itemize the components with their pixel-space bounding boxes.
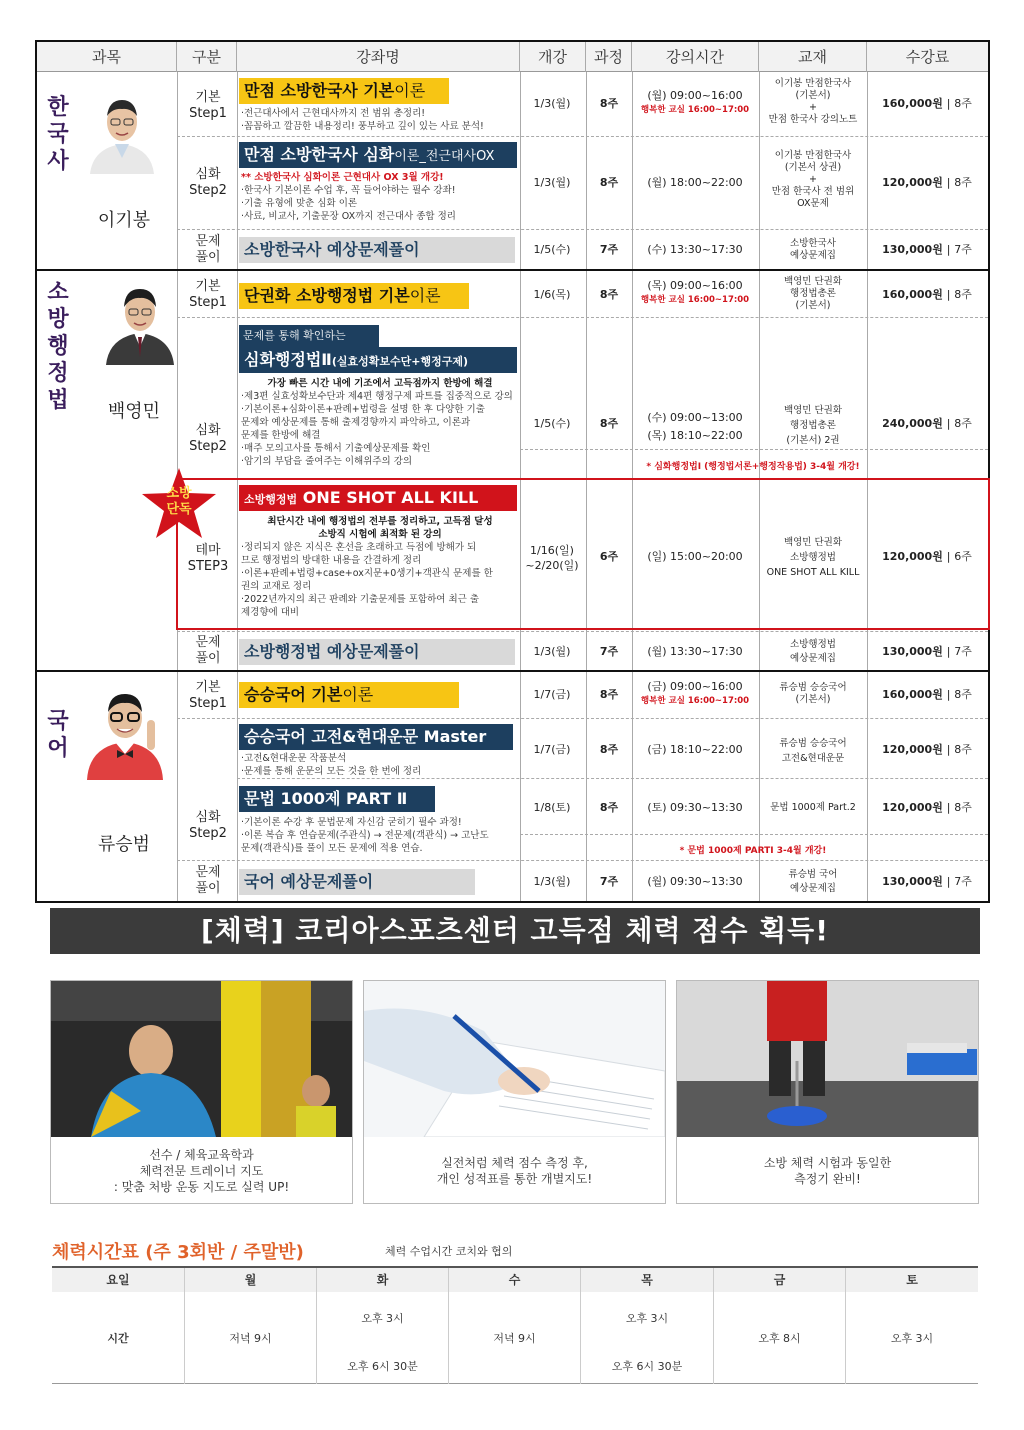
lecture-time: (금) 18:10~22:00: [647, 743, 743, 756]
time-slot: 오후 8시: [758, 1332, 801, 1345]
lecture-time: (금) 09:00~16:00 행복한 교실 16:00~17:00: [640, 680, 750, 706]
weeks: 7주: [599, 645, 619, 658]
header-start: 개강: [520, 42, 586, 72]
textbook: 문법 1000제 Part.2: [770, 802, 856, 813]
teacher-photo: [103, 277, 177, 365]
equipment-photo: [677, 981, 978, 1137]
day-label: 토: [846, 1268, 978, 1292]
course-kind: 심화 Step2: [189, 167, 227, 198]
schedule-title: 체력시간표 (주 3회반 / 주말반): [52, 1242, 304, 1263]
header-subject: 과목: [37, 42, 177, 72]
course-title: 소방행정법 ONE SHOT ALL KILL: [239, 485, 517, 511]
teacher-photo: [81, 680, 169, 780]
start-date: 1/5(수): [533, 417, 571, 430]
start-date: 1/8(토): [533, 801, 571, 814]
course-title: 심화행정법Ⅱ(실효성확보수단+행정구제): [239, 347, 517, 373]
weeks: 8주: [599, 288, 619, 301]
course-kind: 기본 Step1: [189, 90, 227, 121]
section-fire-admin-law: [37, 271, 988, 672]
course-desc: ** 소방한국사 심화이론 근현대사 OX 3월 개강! ·한국사 기본이론 수업 후, 꼭 들어야하는 필수 강좌! ·기출 유형에 맞춘 심화 이론 ·사료, 비교사, 기출문장 OX까지 전근대사 종합 정리: [241, 172, 456, 222]
textbook: 류승범 승승국어 (기본서): [779, 682, 847, 705]
fee: 130,000원 | 7주: [882, 645, 972, 658]
course-table: [35, 40, 990, 903]
weeks: 7주: [599, 243, 619, 256]
course-kind: 기본 Step1: [189, 680, 227, 711]
trainer-photo: [51, 981, 352, 1137]
textbook: 류승범 승승국어 고전&현대운문: [779, 738, 847, 764]
day-label: 월: [185, 1268, 316, 1292]
fee: 160,000원 | 8주: [882, 97, 972, 110]
teacher-photo: [85, 86, 159, 174]
course-desc: ·고전&현대운문 작품분석 ·문제를 통해 운문의 모든 것을 한 번에 정리: [241, 753, 422, 777]
lecture-time: (수) 09:00~13:00 (목) 18:10~22:00: [647, 411, 743, 442]
fee: 160,000원 | 8주: [882, 288, 972, 301]
time-slot: 오후 3시: [890, 1332, 934, 1345]
course-kind: 기본 Step1: [189, 279, 227, 310]
lecture-time: (토) 09:30~13:30: [647, 801, 743, 814]
fitness-banner: [체력] 코리아스포츠센터 고득점 체력 점수 획득!: [50, 908, 980, 954]
subject-name: 한 국 사: [47, 95, 69, 174]
weeks: 8주: [599, 801, 619, 814]
table-header: [37, 42, 988, 72]
photo-card-equipment: [676, 980, 979, 1204]
textbook: 백영민 단권화 행정법총론 (기본서) 2권: [783, 405, 843, 446]
time-slot: 오후 3시: [625, 1312, 669, 1325]
course-title: 국어 예상문제풀이: [239, 869, 475, 895]
course-desc: 최단시간 내에 행정법의 전부를 정리하고, 고득점 달성 소방직 시험에 최적화 된 강의 ·정리되지 않은 지식은 혼선을 초래하고 득점에 방해가 되 므로 행정법의 방대한 내용을 간결하게 정리 ·이론+판례+법령+case+ox지문+0생기+객관식 문제를 한 권의 교재로 정리 ·2022년까지의 최근 판례와 기출문제를 포함하여 최근 출 제경향에 대비: [241, 516, 493, 618]
time-slot: 오후 6시 30분: [611, 1360, 683, 1373]
schedule-row-label: 시간: [107, 1332, 129, 1345]
weeks: 8주: [599, 417, 619, 430]
lecture-time: (수) 13:30~17:30: [647, 243, 743, 256]
weeks: 7주: [599, 875, 619, 888]
photo-caption: 소방 체력 시험과 동일한 측정기 완비!: [763, 1156, 892, 1186]
textbook: 소방행정법 예상문제집: [790, 639, 836, 664]
weeks: 8주: [599, 743, 619, 756]
start-date: 1/7(금): [533, 743, 571, 756]
schedule-col-wed: [449, 1268, 581, 1384]
course-kind: 심화 Step2: [189, 423, 227, 454]
schedule-table: [52, 1266, 978, 1384]
textbook: 이기봉 만점한국사 (기본서 상권) + 만점 한국사 전 범위 OX문제: [771, 150, 855, 209]
fee: 120,000원 | 8주: [882, 176, 972, 189]
course-title: 소방한국사 예상문제풀이: [239, 237, 515, 263]
star-badge-label: 소방 단독: [166, 486, 192, 517]
time-slot: 저녁 9시: [229, 1332, 272, 1345]
textbook: 이기봉 만점한국사 (기본서) + 만점 한국사 강의노트: [768, 78, 858, 125]
fee: 240,000원 | 8주: [882, 417, 972, 430]
course-title: 승승국어 기본이론: [239, 682, 459, 708]
fee: 120,000원 | 8주: [882, 801, 972, 814]
schedule-col-fri: [714, 1268, 846, 1384]
textbook: 백영민 단권화 행정법총론 (기본서): [783, 276, 843, 311]
lecture-time: (일) 15:00~20:00: [647, 550, 743, 563]
day-label: 목: [581, 1268, 713, 1292]
teacher-name: 이기봉: [97, 210, 151, 231]
fee: 130,000원 | 7주: [882, 243, 972, 256]
weeks: 8주: [599, 97, 619, 110]
course-kind: 문제 풀이: [195, 865, 221, 896]
course-title: 만점 소방한국사 기본이론: [239, 78, 449, 104]
header-type: 구분: [177, 42, 237, 72]
time-slot: 오후 6시 30분: [347, 1360, 418, 1373]
schedule-col-thu: [581, 1268, 714, 1384]
course-kind: 심화 Step2: [189, 810, 227, 841]
fee: 130,000원 | 7주: [882, 875, 972, 888]
schedule-col-sat: [846, 1268, 978, 1384]
course-kind: 테마 STEP3: [187, 543, 229, 574]
lecture-time: (월) 09:30~13:30: [647, 875, 743, 888]
course-note: * 문법 1000제 PARTⅠ 3-4월 개강!: [679, 846, 827, 856]
fee: 160,000원 | 8주: [882, 688, 972, 701]
photo-caption: 실전처럼 체력 점수 측정 후, 개인 성적표를 통한 개별지도!: [436, 1156, 593, 1186]
schedule-head-label: 요일: [52, 1268, 184, 1292]
day-label: 화: [317, 1268, 448, 1292]
textbook: 소방한국사 예상문제집: [790, 238, 836, 261]
course-kind: 문제 풀이: [195, 635, 221, 666]
schedule-subtitle: 체력 수업시간 코치와 협의: [385, 1245, 513, 1258]
header-course: 강좌명: [237, 42, 520, 72]
photo-card-measure: [363, 980, 666, 1204]
subject-name: 국 어: [47, 709, 69, 761]
start-date: 1/6(목): [533, 288, 571, 301]
course-title: 단권화 소방행정법 기본이론: [239, 283, 469, 309]
time-slot: 오후 3시: [361, 1312, 404, 1325]
lecture-time: (월) 18:00~22:00: [647, 176, 743, 189]
schedule-label-col: [52, 1268, 185, 1384]
schedule-col-mon: [185, 1268, 317, 1384]
photo-caption: 선수 / 체육교육학과 체력전문 트레이너 지도 : 맞춤 처방 운동 지도로 실력 UP!: [113, 1148, 290, 1194]
lecture-time: (월) 13:30~17:30: [647, 645, 743, 658]
course-note: * 심화행정법Ⅰ (행정법서론+행정작용법) 3-4월 개강!: [646, 462, 860, 472]
teacher-name: 백영민: [107, 401, 161, 422]
header-book: 교재: [759, 42, 867, 72]
start-date: 1/7(금): [533, 688, 571, 701]
subject-name: 소 방 행 정 법: [47, 280, 69, 413]
header-time: 강의시간: [632, 42, 759, 72]
fee: 120,000원 | 6주: [882, 550, 972, 563]
teacher-name: 류승범: [97, 834, 151, 855]
course-title-pre: 문제를 통해 확인하는: [239, 325, 379, 347]
course-desc: ·기본이론 수강 후 문법문제 자신감 굳히기 필수 과정! ·이론 복습 후 연습문제(주관식) → 전문제(객관식) → 고난도 문제(객관식)를 풀이 모든 문제에 적용 연습.: [241, 817, 489, 854]
course-desc: 가장 빠른 시간 내에 기조에서 고득점까지 한방에 해결 ·제3편 실효성확보수단과 제4편 행정구제 파트를 집중적으로 강의 ·기본이론+심화이론+판례+법령을 설명 한 후 다양한 기출 문제와 예상문제를 통해 출제경향까지 파악하고, 이론과 문제를 한방에 해결 ·매주 모의고사를 통해서 기출예상문제를 확인 ·암기의 부담을 줄여주는 이해위주의 강의: [241, 378, 513, 467]
measurement-photo: [364, 981, 665, 1137]
schedule-col-tue: [317, 1268, 449, 1384]
course-title: 문법 1000제 PART Ⅱ: [239, 786, 435, 812]
day-label: 수: [449, 1268, 580, 1292]
textbook: 백영민 단권화 소방행정법 ONE SHOT ALL KILL: [766, 537, 860, 578]
course-title: 승승국어 고전&현대운문 Master: [239, 724, 513, 750]
course-desc: ·전근대사에서 근현대사까지 전 범위 총정리! ·꼼꼼하고 깔끔한 내용정리! 풍부하고 깊이 있는 사료 분석!: [241, 108, 484, 132]
weeks: 8주: [599, 176, 619, 189]
lecture-time: (월) 09:00~16:00 행복한 교실 16:00~17:00: [640, 89, 750, 115]
header-fee: 수강료: [905, 48, 950, 66]
start-date: 1/3(월): [533, 176, 571, 189]
fee: 120,000원 | 8주: [882, 743, 972, 756]
start-date: 1/16(일) ~2/20(일): [525, 544, 579, 572]
start-date: 1/3(월): [533, 645, 571, 658]
weeks: 6주: [599, 550, 619, 563]
course-kind: 문제 풀이: [195, 234, 221, 265]
lecture-time: (목) 09:00~16:00 행복한 교실 16:00~17:00: [640, 279, 750, 305]
section-korean: [37, 672, 988, 901]
course-title: 만점 소방한국사 심화이론_전근대사OX: [239, 142, 517, 168]
header-course-length: 과정: [586, 42, 632, 72]
photo-card-trainer: [50, 980, 353, 1204]
start-date: 1/3(월): [533, 875, 571, 888]
textbook: 류승범 국어 예상문제집: [788, 869, 838, 894]
start-date: 1/5(수): [533, 243, 571, 256]
start-date: 1/3(월): [533, 97, 571, 110]
weeks: 8주: [599, 688, 619, 701]
time-slot: 저녁 9시: [493, 1332, 536, 1345]
section-korean-history: [37, 72, 988, 271]
day-label: 금: [714, 1268, 845, 1292]
course-title: 소방행정법 예상문제풀이: [239, 639, 515, 665]
